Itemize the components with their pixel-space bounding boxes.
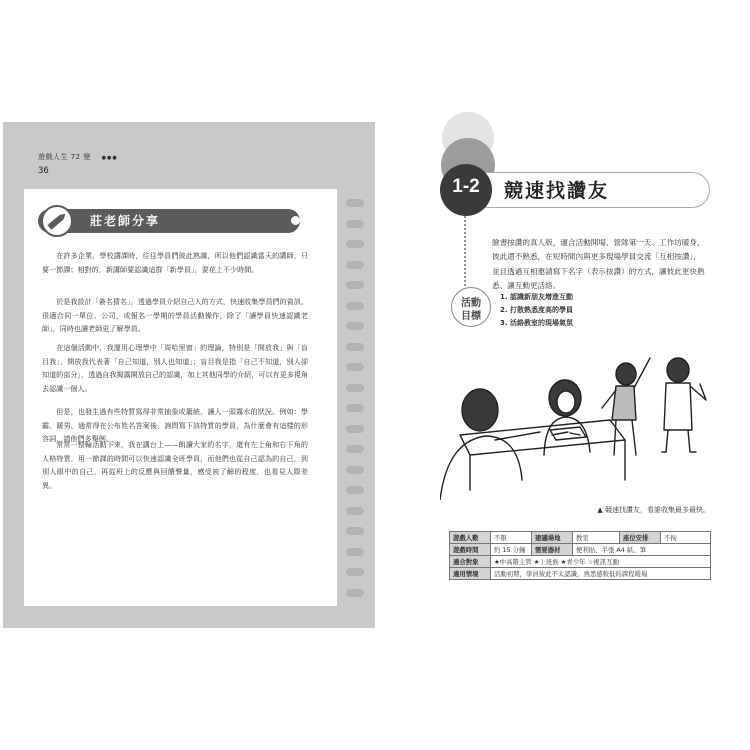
table-cell: 約 15 分鐘 [491,544,532,556]
game-info-table [449,531,711,580]
spiral-ring [346,384,364,392]
spiral-ring [346,261,364,269]
table-row [450,544,711,556]
triangle-icon: ▲ [597,506,603,514]
table-row [450,556,711,568]
table-cell-label: 建議場地 [532,532,573,544]
table-cell: 教室 [573,532,620,544]
goal-item: 3. 活絡教室的現場氣氛 [500,319,573,327]
spiral-ring [346,425,364,433]
paragraph-1: 在許多企業、學校講課時，往往學員們彼此熟識，所以他們認識當天的講師，只要一節課；相對的，新講師要認識這群「新學員」，要花上不少時間。 [42,251,308,274]
spiral-ring [346,589,364,597]
spiral-ring [346,568,364,576]
dotted-divider [464,216,466,290]
pencil-icon [41,205,73,237]
intro-text: 臉書按讚的真人版，適合活動開場、營隊第一天、工作坊暖身，彼此還不熟悉，在短時間內與更多現場學員交流「互相按讚」，並且透過互相邀請寫下名字（表示按讚）的方式，讓彼此更快熟悉、讓互動更活絡。 [492,238,705,291]
running-head-dots: ●●● [101,155,118,161]
goal-badge-line-2: 目標 [461,311,481,322]
table-cell-label: 適用情境 [450,568,491,580]
table-row [450,532,711,544]
page-number: 36 [38,166,49,176]
section-title: 競速找讚友 [504,180,610,202]
spiral-ring [346,507,364,515]
spiral-ring [346,302,364,310]
spiral-ring [346,404,364,412]
table-cell: 便利貼、半張 A4 紙、筆 [573,544,711,556]
table-cell: ★中高階主管 ★上班族 ★青少年 ☆視訊互動 [491,556,711,568]
banner-title: 莊老師分享 [90,214,161,228]
spiral-ring [346,281,364,289]
goal-badge-line-1: 活動 [461,298,481,309]
table-row [450,568,711,580]
paragraph-3: 在這個活動中，我運用心理學中「周哈里窗」的理論，特別是「開放我」與「盲目我」，開放我代表著「自己知道，別人也知道」；盲目我是指「自己不知道，別人卻知道的部分」，透過自我揭露開放自己的認識，加上其他同學的介紹，可以有更多視角去認識一個人。 [42,343,309,393]
spiral-ring [346,199,364,207]
table-cell-label: 座位安排 [620,532,661,544]
section-number: 1-2 [452,176,480,197]
spiral-ring [346,363,364,371]
spiral-ring [346,527,364,535]
illustration-caption [480,505,710,515]
spiral-ring [346,322,364,330]
table-cell-label: 遊戲人數 [450,532,491,544]
running-head [38,152,118,162]
spiral-ring [346,486,364,494]
goal-item: 2. 打散熟悉度高的學員 [500,306,573,314]
spiral-ring [346,220,364,228]
table-cell-label: 適合對象 [450,556,491,568]
spiral-ring [346,343,364,351]
spiral-ring [346,240,364,248]
paragraph-5: 常常一整輪活動下來，我在講台上——朗讀大家的名字，還有左上角和右下角的人格特質，用一節課的時間可以快速認識全班學員，而他們也從自己認為的自己，到別人眼中的自己，再從班上的反應與回饋聲量，感受被了解的程度，也看見人際差異。 [42,440,308,490]
table-cell: 不限 [491,532,532,544]
goal-item: 1. 認識新朋友增進互動 [500,293,573,301]
paragraph-2: 於是我設計「簽名猜名」，透過學員介紹自己人的方式，快速收集學員們的資訊，很適合同一單位、公司，或報名一學期的學員活動操作，除了「讓學員快速認識老師」，同時也讓老師更了解學員。 [42,297,309,334]
banner-dot [291,216,300,225]
paragraph-4: 但是，也發生過有些特質寫得非常抽象或籠統，讓人一頭霧水的狀況。例如：學霸、暖男，通常得在公布姓名答案後，詢問寫下該特質的學員，為什麼會有這樣的形容詞，請他們多舉例。 [42,407,308,444]
table-cell: 活動初期，學員彼此不太認識，熟悉感較低的課程暖場 [491,568,711,580]
spiral-ring [346,548,364,556]
illustration-students-signing [440,340,720,500]
caption-text: 競速找讚友，看誰收集最多最快。 [605,506,710,514]
spiral-ring [346,466,364,474]
table-cell-label: 遊戲時間 [450,544,491,556]
teacher-share-banner [38,209,300,233]
table-cell-label: 需要器材 [532,544,573,556]
table-cell: 不拘 [661,532,711,544]
spiral-ring [346,445,364,453]
running-head-title: 遊戲人生 72 變 [38,153,91,161]
